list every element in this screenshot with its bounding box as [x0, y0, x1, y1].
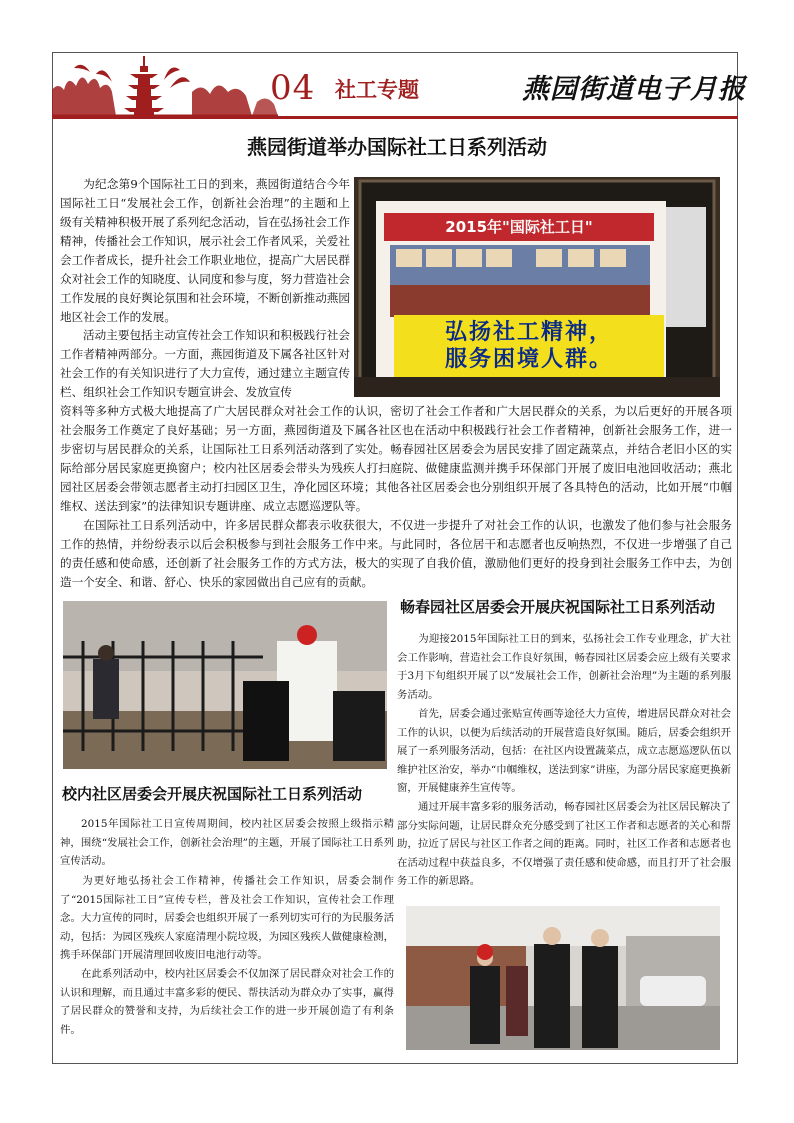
- main-paragraph-3: 资料等多种方式极大地提高了广大居民群众对社会工作的认识，密切了社会工作者和广大居民群众的关系，为以后更好的开展各项社会服务工作奠定了良好基础；另一方面，燕园街道及下属各社区也在活动中积极践行社会工作者精神，创新社会服务工作，进一步密切与居民群众的关系，让国际社工日系列活动落到了实处。畅春园社区居委会为居民安排了固定蔬菜点，并结合老旧小区的实际给部分居民家庭更换窗户；校内社区居委会带头为残疾人打扫庭院、做健康监测并携手环保部门开展了废旧电池回收活动；燕北园社区居委会带领志愿者主动打扫园区卫生，净化园区环境；其他各社区居委会也分别组织开展了各具特色的活动，比如开展“巾帼维权、送法到家”的法律知识专题讲座、成立志愿巡逻队等。: [60, 404, 732, 513]
- xiaonei-article-title: 校内社区居委会开展庆祝国际社工日系列活动: [62, 785, 363, 803]
- main-paragraph-1: 为纪念第9个国际社工日的到来，燕园街道结合今年国际社工日“发展社会工作，创新社会治理”的主题和上级有关精神积极开展了系列纪念活动，旨在弘扬社会工作精神，传播社会工作知识，展示社会工作者风采，关爱社会工作者成长，提升社会工作职业地位，提高广大居民群众对社会工作的知晓度、认同度和参与度，努力营造社会工作发展的良好舆论氛围和社会环境，不断创新推动燕园地区社会工作的发展。: [60, 177, 350, 324]
- changchunyuan-article-title: 畅春园社区居委会开展庆祝国际社工日系列活动: [400, 598, 716, 616]
- bulletin-board-photo: [354, 177, 720, 397]
- main-article-title: 燕园街道举办国际社工日系列活动: [247, 135, 547, 159]
- yard-cleaning-photo: [63, 601, 387, 769]
- section-title: 社工专题: [335, 78, 419, 102]
- volunteer-patrol-photo: [406, 906, 720, 1050]
- xiaonei-paragraph-3: 在此系列活动中，校内社区居委会不仅加深了居民群众对社会工作的认识和理解，而且通过丰富多彩的便民、帮扶活动为群众办了实事，赢得了居民群众的赞誉和支持，为后续社会工作的进一步开展创造了有利条件。: [60, 968, 394, 1036]
- section-number: 04: [270, 68, 316, 108]
- board-banner-text: 2015年"国际社工日": [445, 218, 593, 236]
- masthead-title: 燕园街道电子月报: [522, 74, 746, 105]
- xiaonei-paragraph-1: 2015年国际社工日宣传周期间，校内社区居委会按照上级指示精神，围绕“发展社会工作，创新社会治理”的主题，开展了国际社工日系列宣传活动。: [60, 818, 394, 867]
- changchunyuan-paragraph-1: 为迎接2015年国际社工日的到来，弘扬社会工作专业理念，扩大社会工作影响，营造社会工作良好氛围，畅春园社区居委会应上级有关要求于3月下旬组织开展了以“发展社会工作，创新社会治理”为主题的系列服务活动。: [397, 633, 731, 701]
- changchunyuan-paragraph-2: 首先，居委会通过张贴宣传画等途径大力宣传，增进居民群众对社会工作的认识，以便为后续活动的开展营造良好氛围。随后，居委会组织开展了一系列服务活动，包括：在社区内设置蔬菜点，成立志愿巡逻队伍以维护社区治安，举办“巾帼维权，送法到家”讲座，为部分居民家庭更换新窗，开展健康养生宣传等。: [397, 708, 731, 794]
- xiaonei-paragraph-2: 为更好地弘扬社会工作精神，传播社会工作知识，居委会制作了“2015国际社工日”宣传专栏，普及社会工作知识，宣传社会工作理念。大力宣传的同时，居委会也组织开展了一系列切实可行的为民服务活动，包括：为园区残疾人家庭清理小院垃圾，为园区残疾人做健康检测，携手环保部门开展清理回收废旧电池行动等。: [60, 875, 394, 961]
- header-divider: [52, 116, 738, 119]
- changchunyuan-paragraph-3: 通过开展丰富多彩的服务活动，畅春园社区居委会为社区居民解决了部分实际问题，让居民群众充分感受到了社区工作者和志愿者的关心和帮助，拉近了居民与社区工作者之间的距离。同时，社区工作者和志愿者也在活动过程中获益良多，不仅增强了责任感和使命感，而且打开了社会服务工作的新思路。: [397, 801, 731, 887]
- board-slogan: 弘扬社工精神， 服务困境人群。: [444, 320, 613, 372]
- main-paragraph-4: 在国际社工日系列活动中，许多居民群众都表示收获很大，不仅进一步提升了对社会工作的认识，也激发了他们参与社会服务工作的热情，并纷纷表示以后会积极参与到社会服务工作中来。与此同时，各位居干和志愿者也反响热烈，不仅进一步增强了自己的责任感和使命感，还创新了社会服务工作的方式方法，极大的实现了自我价值，激励他们更好的投身到社会服务工作中去，为创造一个安全、和谐、舒心、快乐的家园做出自己应有的贡献。: [60, 518, 732, 589]
- main-paragraph-2: 活动主要包括主动宣传社会工作知识和积极践行社会工作者精神两部分。一方面，燕园街道及下属各社区针对社会工作的有关知识进行了大力宣传，通过建立主题宣传栏、组织社会工作知识专题宣讲会、发放宣传: [60, 328, 350, 399]
